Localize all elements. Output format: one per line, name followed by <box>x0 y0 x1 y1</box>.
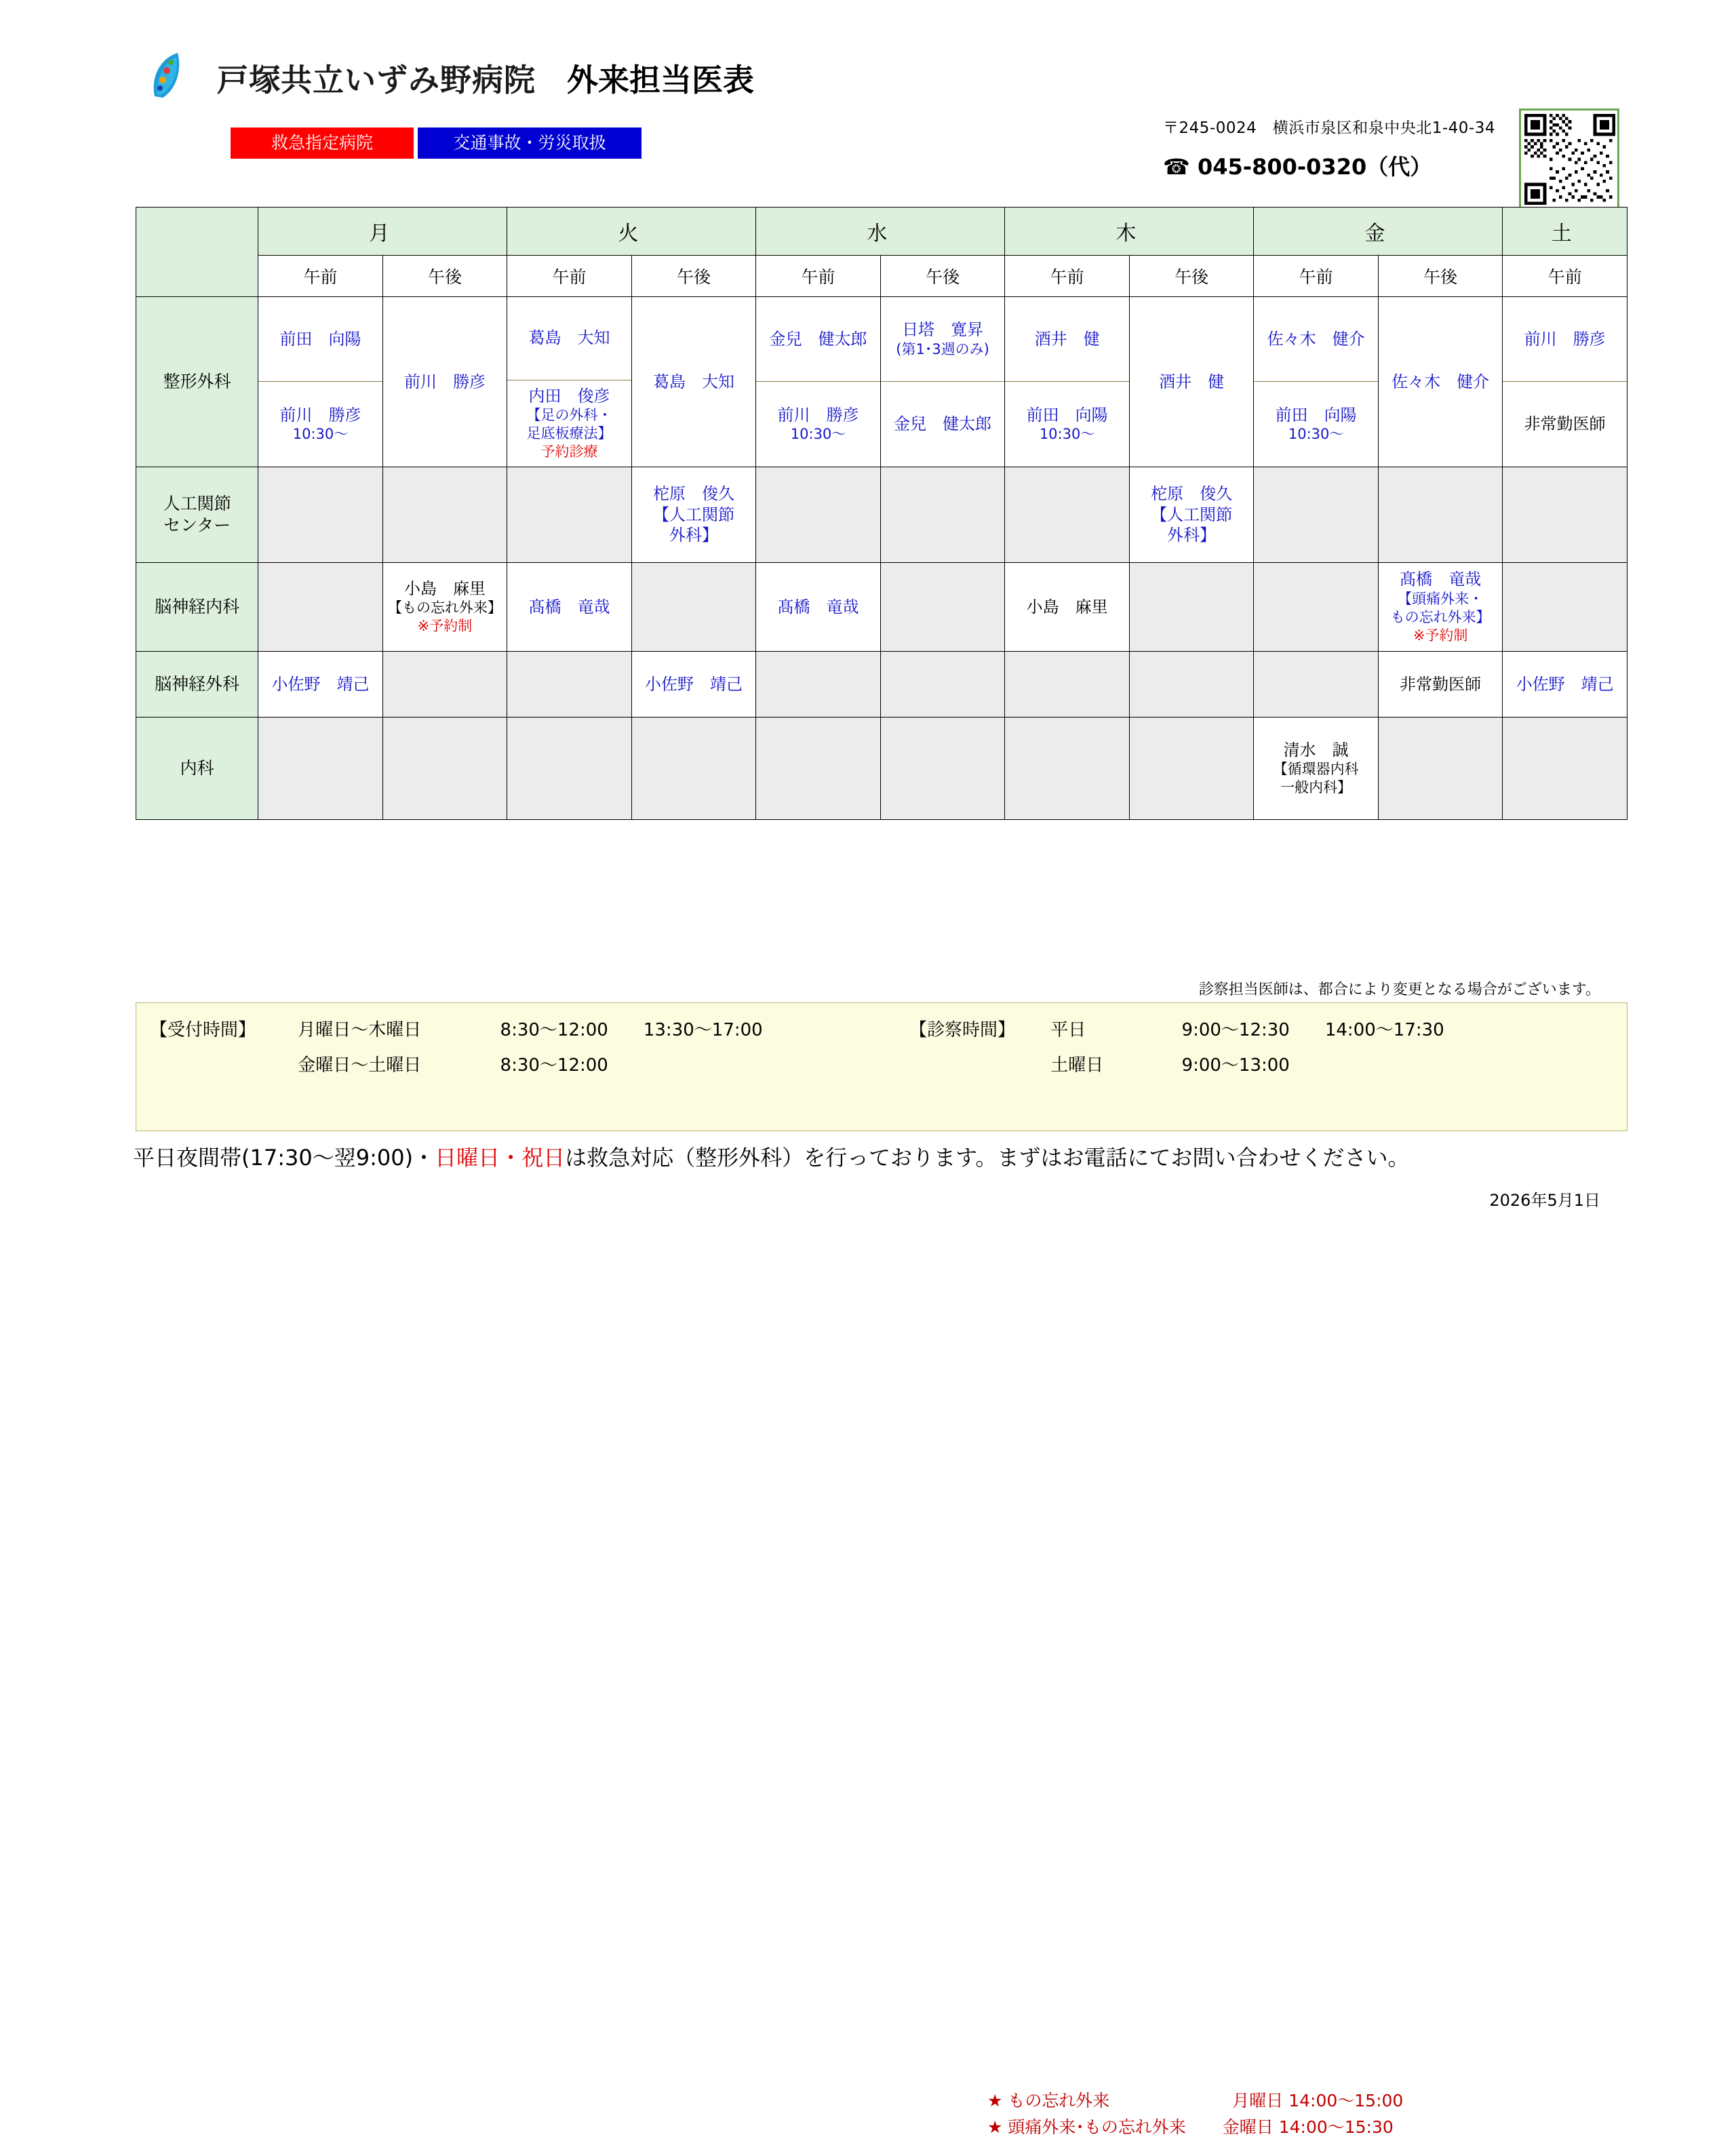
doctor-name: 前川 勝彦 <box>1524 329 1606 349</box>
special-clinic-1-name: ★ もの忘れ外来 <box>987 2091 1110 2110</box>
cell-neuro-sat-am <box>1503 563 1628 652</box>
cell-neuro-thu-pm <box>1129 563 1254 652</box>
cell-neurosurg-fri-am <box>1254 652 1379 718</box>
doctor-name: 佐々木 健介 <box>1267 329 1365 349</box>
cell-neurosurg-mon-pm <box>382 652 507 718</box>
dept-label-joint-center <box>136 467 258 563</box>
cell-internal-tue-pm <box>631 718 756 820</box>
cell-ortho-sat-am <box>1503 297 1628 467</box>
cell-joint-tue-am <box>507 467 632 563</box>
ampm-wed-pm: 午後 <box>880 256 1005 297</box>
doctor-name: 金兒 健太郎 <box>769 329 867 349</box>
ampm-fri-pm: 午後 <box>1378 256 1503 297</box>
reception-hours <box>150 1013 763 1083</box>
cell-neurosurg-tue-pm <box>631 652 756 718</box>
qr-code-icon <box>1519 109 1619 209</box>
specialty-note: 【人工関節 <box>653 505 735 524</box>
dept-label-internal-medicine: 内科 <box>136 718 258 820</box>
doctor-name: 前川 勝彦 <box>404 372 486 391</box>
schedule-table <box>136 207 1628 820</box>
doctor-name: 酒井 健 <box>1034 329 1100 349</box>
cell-neuro-wed-pm <box>880 563 1005 652</box>
cell-ortho-wed-pm <box>880 297 1005 467</box>
doctor-name: 酒井 健 <box>1159 372 1225 391</box>
cell-joint-sat-am <box>1503 467 1628 563</box>
cell-joint-wed-pm <box>880 467 1005 563</box>
consultation-hours <box>909 1013 1444 1083</box>
table-header-ampm <box>136 256 1628 297</box>
cell-joint-fri-pm <box>1378 467 1503 563</box>
reception-time-2: 8:30〜12:00 <box>500 1055 608 1076</box>
table-header-days <box>136 208 1628 256</box>
hospital-telephone: ☎ 045-800-0320（代） <box>1163 154 1432 180</box>
specialty-note: 足底板療法】 <box>526 425 612 442</box>
hospital-name: 戸塚共立いずみ野病院 <box>217 62 536 98</box>
cell-joint-thu-pm <box>1129 467 1254 563</box>
cell-neurosurg-fri-pm <box>1378 652 1503 718</box>
specialty-note: もの忘れ外来】 <box>1390 608 1491 625</box>
reception-day-1: 月曜日〜木曜日 <box>298 1020 422 1040</box>
cell-neurosurg-thu-pm <box>1129 652 1254 718</box>
cell-joint-fri-am <box>1254 467 1379 563</box>
doctor-name: 髙橋 竜哉 <box>777 597 859 616</box>
ampm-tue-pm: 午後 <box>631 256 756 297</box>
dept-label-neurosurgery: 脳神経外科 <box>136 652 258 718</box>
hospital-address: 〒245-0024 横浜市泉区和泉中央北1-40-34 <box>1163 119 1495 137</box>
doctor-name: 柁原 俊久 <box>1151 484 1233 503</box>
cell-ortho-fri-am <box>1254 297 1379 467</box>
title-row <box>142 47 1621 109</box>
cell-internal-sat-am <box>1503 718 1628 820</box>
cell-ortho-wed-am <box>756 297 881 467</box>
ampm-tue-am: 午前 <box>507 256 632 297</box>
day-header-tue: 火 <box>507 208 756 256</box>
ampm-mon-pm: 午後 <box>382 256 507 297</box>
cell-neurosurg-wed-am <box>756 652 881 718</box>
cell-neurosurg-sat-am <box>1503 652 1628 718</box>
cell-ortho-fri-pm <box>1378 297 1503 467</box>
badge-accident: 交通事故・労災取扱 <box>418 127 642 159</box>
reception-day-2: 金曜日〜土曜日 <box>298 1055 422 1076</box>
cell-internal-mon-pm <box>382 718 507 820</box>
doctor-time: 10:30〜 <box>292 426 349 443</box>
corner-cell <box>136 208 258 297</box>
cell-neuro-mon-pm <box>382 563 507 652</box>
cell-neuro-fri-pm <box>1378 563 1503 652</box>
night-emergency-notice <box>133 1141 1410 1172</box>
hospital-logo-icon <box>142 47 203 109</box>
cell-ortho-tue-am <box>507 297 632 467</box>
cell-joint-tue-pm <box>631 467 756 563</box>
cell-neuro-wed-am <box>756 563 881 652</box>
doctor-name: 小佐野 靖己 <box>271 674 370 694</box>
ampm-fri-am: 午前 <box>1254 256 1379 297</box>
reception-label: 【受付時間】 <box>150 1020 256 1040</box>
specialty-note: 一般内科】 <box>1280 779 1352 796</box>
ampm-mon-am: 午前 <box>258 256 383 297</box>
consult-time-2: 9:00〜13:00 <box>1181 1055 1290 1076</box>
table-row-neurosurgery <box>136 652 1628 718</box>
cell-internal-tue-am <box>507 718 632 820</box>
doctor-name: 小佐野 靖己 <box>645 674 743 694</box>
doctor-name: 非常勤医師 <box>1524 414 1606 434</box>
cell-internal-fri-pm <box>1378 718 1503 820</box>
cell-joint-wed-am <box>756 467 881 563</box>
cell-ortho-mon-pm <box>382 297 507 467</box>
cell-ortho-mon-am <box>258 297 383 467</box>
table-row-internal-medicine <box>136 718 1628 820</box>
special-clinic-2 <box>987 2115 1403 2141</box>
cell-internal-wed-am <box>756 718 881 820</box>
specialty-note: 【循環器内科 <box>1273 761 1359 778</box>
cell-neuro-thu-am <box>1005 563 1130 652</box>
doctor-name: 小佐野 靖己 <box>1516 674 1614 694</box>
specialty-note: 外科】 <box>1167 526 1217 545</box>
week-note: (第1･3週のみ) <box>896 340 989 357</box>
ampm-thu-pm: 午後 <box>1129 256 1254 297</box>
doctor-name: 清水 誠 <box>1283 740 1349 760</box>
ampm-wed-am: 午前 <box>756 256 881 297</box>
special-clinic-2-name: ★ 頭痛外来･もの忘れ外来 <box>987 2117 1186 2137</box>
cell-ortho-thu-am <box>1005 297 1130 467</box>
cell-ortho-tue-pm <box>631 297 756 467</box>
doctor-name: 髙橋 竜哉 <box>528 597 610 616</box>
day-header-fri: 金 <box>1254 208 1503 256</box>
day-header-mon: 月 <box>258 208 507 256</box>
ampm-sat-am: 午前 <box>1503 256 1628 297</box>
table-row-neurology <box>136 563 1628 652</box>
doctor-name: 前田 向陽 <box>279 329 361 349</box>
cell-joint-thu-am <box>1005 467 1130 563</box>
doctor-name: 葛島 大知 <box>528 328 610 348</box>
day-header-wed: 水 <box>756 208 1005 256</box>
night-notice-highlight: 日曜日・祝日 <box>435 1145 566 1171</box>
doctor-name: 葛島 大知 <box>653 372 735 391</box>
specialty-note: 【足の外科・ <box>526 407 612 424</box>
special-clinic-1 <box>987 2088 1403 2115</box>
change-notice: 診察担当医師は、都合により変更となる場合がございます。 <box>1198 981 1600 998</box>
doctor-name: 前田 向陽 <box>1026 405 1108 425</box>
doctor-name: 日塔 寛昇 <box>902 320 984 340</box>
page-title: 外来担当医表 <box>567 62 754 98</box>
badge-emergency: 救急指定病院 <box>231 127 414 159</box>
dept-label-orthopedics: 整形外科 <box>136 297 258 467</box>
doctor-name: 髙橋 竜哉 <box>1400 570 1482 589</box>
cell-joint-mon-pm <box>382 467 507 563</box>
special-clinic-2-time: 金曜日 14:00〜15:30 <box>1222 2117 1394 2137</box>
doctor-time: 10:30〜 <box>1039 426 1095 443</box>
badge-group <box>231 127 642 159</box>
specialty-note: 【もの忘れ外来】 <box>388 600 502 616</box>
consult-day-2: 土曜日 <box>1050 1055 1104 1076</box>
doctor-name: 小島 麻里 <box>404 578 486 598</box>
reservation-note: 予約診療 <box>540 444 598 460</box>
cell-neuro-fri-am <box>1254 563 1379 652</box>
dept-label-neurology: 脳神経内科 <box>136 563 258 652</box>
reservation-note: ※予約制 <box>417 618 473 635</box>
doctor-name: 前川 勝彦 <box>777 405 859 425</box>
doctor-name: 金兒 健太郎 <box>894 414 992 434</box>
day-header-sat: 土 <box>1503 208 1628 256</box>
consult-label: 【診察時間】 <box>909 1020 1016 1040</box>
doctor-name: 佐々木 健介 <box>1392 372 1490 391</box>
doctor-name: 前川 勝彦 <box>279 405 361 425</box>
contact-block <box>1163 115 1495 181</box>
cell-internal-fri-am <box>1254 718 1379 820</box>
revision-date: 2026年5月1日 <box>1489 1191 1600 1210</box>
doctor-name: 非常勤医師 <box>1400 674 1482 694</box>
cell-internal-mon-am <box>258 718 383 820</box>
specialty-note: 【頭痛外来・ <box>1398 591 1484 608</box>
cell-neurosurg-tue-am <box>507 652 632 718</box>
table-row-orthopedics <box>136 297 1628 467</box>
dept-label-line1: 人工関節 <box>163 493 231 513</box>
cell-neurosurg-mon-am <box>258 652 383 718</box>
reception-time-1: 8:30〜12:00 13:30〜17:00 <box>500 1020 763 1040</box>
night-notice-post: は救急対応（整形外科）を行っております。まずはお電話にてお問い合わせください。 <box>565 1145 1410 1171</box>
cell-neuro-tue-pm <box>631 563 756 652</box>
specialty-note: 【人工関節 <box>1151 505 1233 524</box>
cell-neurosurg-thu-am <box>1005 652 1130 718</box>
doctor-name: 前田 向陽 <box>1275 405 1357 425</box>
doctor-time: 10:30〜 <box>790 426 846 443</box>
special-clinics <box>987 2088 1403 2141</box>
cell-ortho-thu-pm <box>1129 297 1254 467</box>
day-header-thu: 木 <box>1005 208 1254 256</box>
doctor-time: 10:30〜 <box>1288 426 1344 443</box>
document-header <box>142 47 1621 197</box>
specialty-note: 外科】 <box>669 526 719 545</box>
consult-time-1: 9:00〜12:30 14:00〜17:30 <box>1181 1020 1444 1040</box>
dept-label-line2: センター <box>163 515 231 535</box>
table-row-joint-center <box>136 467 1628 563</box>
consult-day-1: 平日 <box>1050 1020 1086 1040</box>
night-notice-pre: 平日夜間帯(17:30〜翌9:00)・ <box>133 1145 435 1171</box>
ampm-thu-am: 午前 <box>1005 256 1130 297</box>
cell-joint-mon-am <box>258 467 383 563</box>
doctor-name: 小島 麻里 <box>1026 597 1108 616</box>
doctor-name: 柁原 俊久 <box>653 484 735 503</box>
cell-internal-wed-pm <box>880 718 1005 820</box>
special-clinic-1-time: 月曜日 14:00〜15:00 <box>1232 2091 1404 2110</box>
cell-neuro-mon-am <box>258 563 383 652</box>
cell-internal-thu-pm <box>1129 718 1254 820</box>
cell-neuro-tue-am <box>507 563 632 652</box>
reservation-note: ※予約制 <box>1413 627 1468 644</box>
doctor-name: 内田 俊彦 <box>528 386 610 406</box>
cell-internal-thu-am <box>1005 718 1130 820</box>
cell-neurosurg-wed-pm <box>880 652 1005 718</box>
